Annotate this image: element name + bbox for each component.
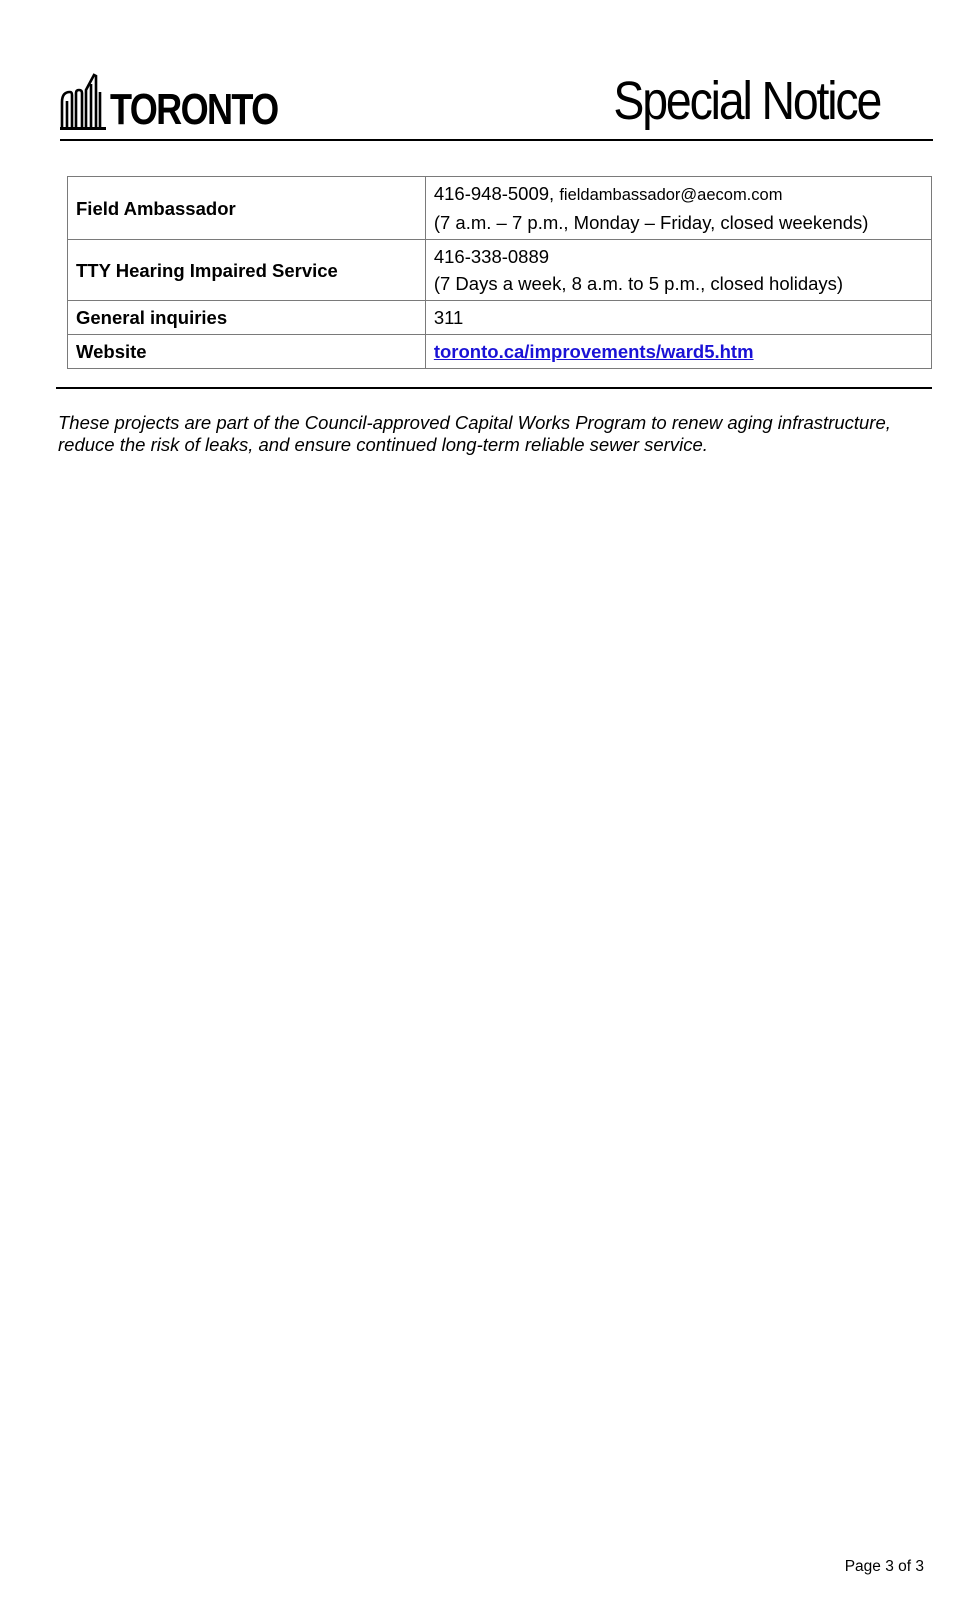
table-row [68,301,932,335]
row-label: TTY Hearing Impaired Service [68,240,426,301]
logo-wordmark: TORONTO [110,85,278,134]
header-rule [60,139,933,141]
contact-table [67,176,932,369]
row-value [425,335,931,369]
table-row [68,177,932,240]
phone-number: 416-338-0889 [433,246,550,267]
phone-number: 416-948-5009, [433,183,555,204]
row-value [425,177,931,240]
phone-line [434,180,923,209]
hours-text: (7 Days a week, 8 a.m. to 5 p.m., closed holidays) [433,273,844,294]
program-footnote: These projects are part of the Council-approved Capital Works Program to renew aging infrastructure, reduce the risk of leaks, and ensure continued long-term reliable sewer service. [58,412,891,455]
table-row [68,240,932,301]
section-divider [56,387,932,389]
toronto-logo [60,70,314,134]
row-value [425,240,931,301]
page-header [60,60,940,142]
row-label: General inquiries [68,301,426,335]
row-label: Website [68,335,426,369]
website-link[interactable]: toronto.ca/improvements/ward5.htm [433,341,754,362]
row-value: 311 [425,301,931,335]
table-row [68,335,932,369]
city-hall-icon [60,72,106,130]
page-title: Special Notice [613,71,880,131]
row-label: Field Ambassador [68,177,426,240]
hours-text: (7 a.m. – 7 p.m., Monday – Friday, closed weekends) [433,212,869,233]
email-address: fieldambassador@aecom.com [559,186,783,204]
page-number: Page 3 of 3 [844,1558,924,1575]
